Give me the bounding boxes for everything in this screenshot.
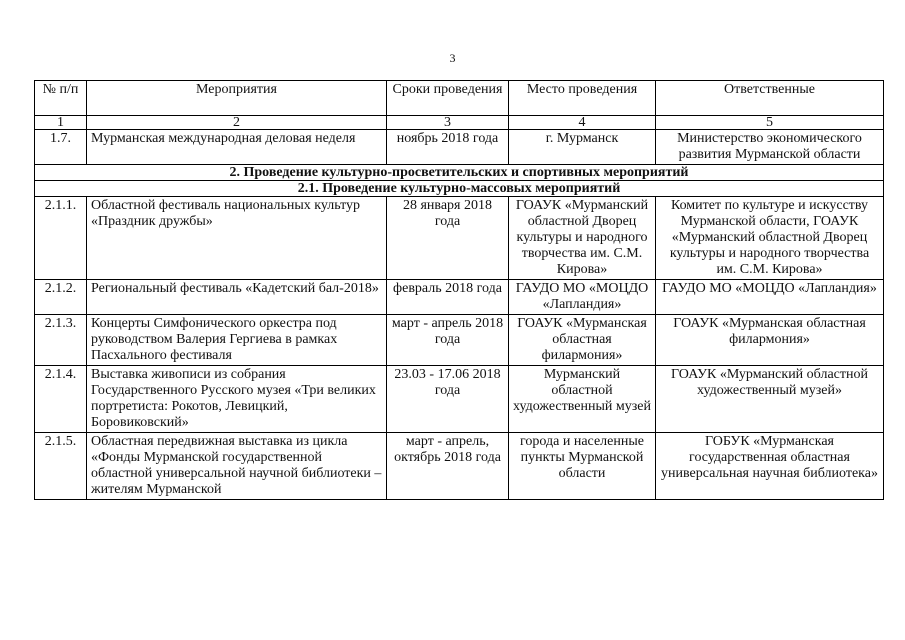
event-place: Мурманский областной художественный музей <box>509 366 656 433</box>
event-responsible: ГОАУК «Мурманский областной художественный музей» <box>656 366 884 433</box>
header-event: Мероприятия <box>87 81 387 116</box>
subsection-heading-row <box>35 181 884 197</box>
event-dates: март - апрель 2018 года <box>387 315 509 366</box>
event-dates: ноябрь 2018 года <box>387 130 509 165</box>
event-place: г. Мурманск <box>509 130 656 165</box>
table-header-row <box>35 81 884 116</box>
column-number: 1 <box>35 116 87 130</box>
event-place: ГАУДО МО «МОЦДО «Лапландия» <box>509 280 656 315</box>
event-responsible: ГОАУК «Мурманская областная филармония» <box>656 315 884 366</box>
event-dates: март - апрель, октябрь 2018 года <box>387 433 509 500</box>
event-place: ГОАУК «Мурманская областная филармония» <box>509 315 656 366</box>
row-number: 2.1.3. <box>35 315 87 366</box>
column-number: 3 <box>387 116 509 130</box>
table-row <box>35 366 884 433</box>
subsection-heading: 2.1. Проведение культурно-массовых мероприятий <box>35 181 884 197</box>
row-number: 2.1.5. <box>35 433 87 500</box>
event-responsible: Комитет по культуре и искусству Мурманской области, ГОАУК «Мурманский областной Дворец культуры и народного творчества им. С.М. Кирова» <box>656 197 884 280</box>
event-place: города и населенные пункты Мурманской области <box>509 433 656 500</box>
event-place: ГОАУК «Мурманский областной Дворец культуры и народного творчества им. С.М. Кирова» <box>509 197 656 280</box>
section-heading: 2. Проведение культурно-просветительских и спортивных мероприятий <box>35 165 884 181</box>
table-row <box>35 315 884 366</box>
event-responsible: ГАУДО МО «МОЦДО «Лапландия» <box>656 280 884 315</box>
row-number: 1.7. <box>35 130 87 165</box>
column-number: 4 <box>509 116 656 130</box>
table-row <box>35 130 884 165</box>
row-number: 2.1.1. <box>35 197 87 280</box>
event-responsible: ГОБУК «Мурманская государственная областная универсальная научная библиотека» <box>656 433 884 500</box>
section-heading-row <box>35 165 884 181</box>
event-responsible: Министерство экономического развития Мурманской области <box>656 130 884 165</box>
row-number: 2.1.4. <box>35 366 87 433</box>
header-place: Место проведения <box>509 81 656 116</box>
header-dates: Сроки проведения <box>387 81 509 116</box>
events-table <box>34 80 884 500</box>
event-name: Мурманская международная деловая неделя <box>87 130 387 165</box>
event-name: Концерты Симфонического оркестра под руководством Валерия Гергиева в рамках Пасхального фестиваля <box>87 315 387 366</box>
column-number-row <box>35 116 884 130</box>
header-responsible: Ответственные <box>656 81 884 116</box>
event-dates: 28 января 2018 года <box>387 197 509 280</box>
event-name: Выставка живописи из собрания Государственного Русского музея «Три великих портретиста: Рокотов, Левицкий, Боровиковский» <box>87 366 387 433</box>
column-number: 2 <box>87 116 387 130</box>
event-name: Областной фестиваль национальных культур «Праздник дружбы» <box>87 197 387 280</box>
table-row <box>35 280 884 315</box>
column-number: 5 <box>656 116 884 130</box>
event-dates: февраль 2018 года <box>387 280 509 315</box>
header-num: № п/п <box>35 81 87 116</box>
row-number: 2.1.2. <box>35 280 87 315</box>
event-name: Областная передвижная выставка из цикла «Фонды Мурманской государственной областной универсальной научной библиотеки – жителям Мурманской <box>87 433 387 500</box>
event-dates: 23.03 - 17.06 2018 года <box>387 366 509 433</box>
table-row <box>35 433 884 500</box>
event-name: Региональный фестиваль «Кадетский бал-2018» <box>87 280 387 315</box>
table-row <box>35 197 884 280</box>
page-number: 3 <box>449 51 456 65</box>
